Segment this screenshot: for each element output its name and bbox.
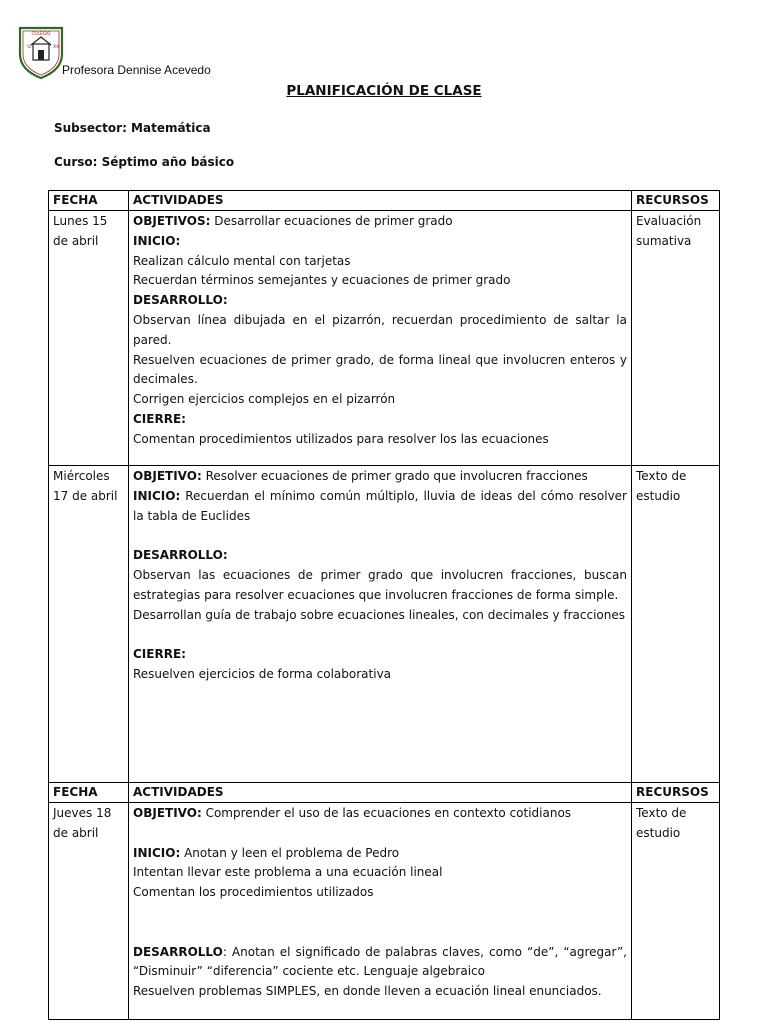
fecha-cell: Lunes 15 de abril [49,211,129,466]
svg-text:SI: SI [27,45,32,50]
col-fecha: FECHA [49,783,129,803]
table-row [49,803,720,1020]
recursos-cell: Evaluación sumativa [632,211,720,466]
col-actividades: ACTIVIDADES [129,783,632,803]
col-recursos: RECURSOS [632,191,720,211]
school-logo [18,24,64,80]
col-actividades: ACTIVIDADES [129,191,632,211]
svg-text:XX: XX [53,45,60,50]
curso-label: Curso: Séptimo año básico [54,155,235,169]
actividades-cell: OBJETIVOS: Desarrollar ecuaciones de primer grado INICIO: Realizan cálculo mental con tarjetas Recuerdan términos semejantes y ecuaciones de primer grado DESARROLLO: Observan línea dibujada en el pizarrón, recuerdan procedimiento de saltar la pared. Resuelven ecuaciones de primer grado, de forma lineal que involucren enteros y decimales. Corrigen ejercicios complejos en el pizarrón CIERRE: Comentan procedimientos utilizados para resolver los las ecuaciones [129,211,632,466]
col-fecha: FECHA [49,191,129,211]
teacher-name: Profesora Dennise Acevedo [62,63,211,77]
table-header-row [49,191,720,211]
col-recursos: RECURSOS [632,783,720,803]
table-row [49,466,720,783]
planning-table [48,190,720,1020]
table-header-row [49,783,720,803]
table-row [49,211,720,466]
page-title: PLANIFICACIÓN DE CLASE [286,83,482,99]
recursos-cell: Texto de estudio [632,803,720,1020]
svg-text:COLEGIO: COLEGIO [31,31,51,36]
actividades-cell: OBJETIVO: Resolver ecuaciones de primer grado que involucren fracciones INICIO: Recuerdan el mínimo común múltiplo, lluvia de ideas del cómo resolver la tabla de Euclides DESARROLLO: Observan las ecuaciones de primer grado que involucren fracciones, buscan estrategias para resolver ecuaciones que involucren fracciones de forma simple. Desarrollan guía de trabajo sobre ecuaciones lineales, con decimales y fracciones CIERRE: Resuelven ejercicios de forma colaborativa [129,466,632,783]
actividades-cell: OBJETIVO: Comprender el uso de las ecuaciones en contexto cotidianos INICIO: Anotan y leen el problema de Pedro Intentan llevar este problema a una ecuación lineal Comentan los procedimientos utilizados DESARROLLO: Anotan el significado de palabras claves, como “de”, “agregar”, “Disminuir” “diferencia” cociente etc. Lenguaje algebraico Resuelven problemas SIMPLES, en donde lleven a ecuación lineal enunciados. [129,803,632,1020]
subsector-label: Subsector: Matemática [54,121,211,135]
recursos-cell: Texto de estudio [632,466,720,783]
fecha-cell: Miércoles 17 de abril [49,466,129,783]
fecha-cell: Jueves 18 de abril [49,803,129,1020]
